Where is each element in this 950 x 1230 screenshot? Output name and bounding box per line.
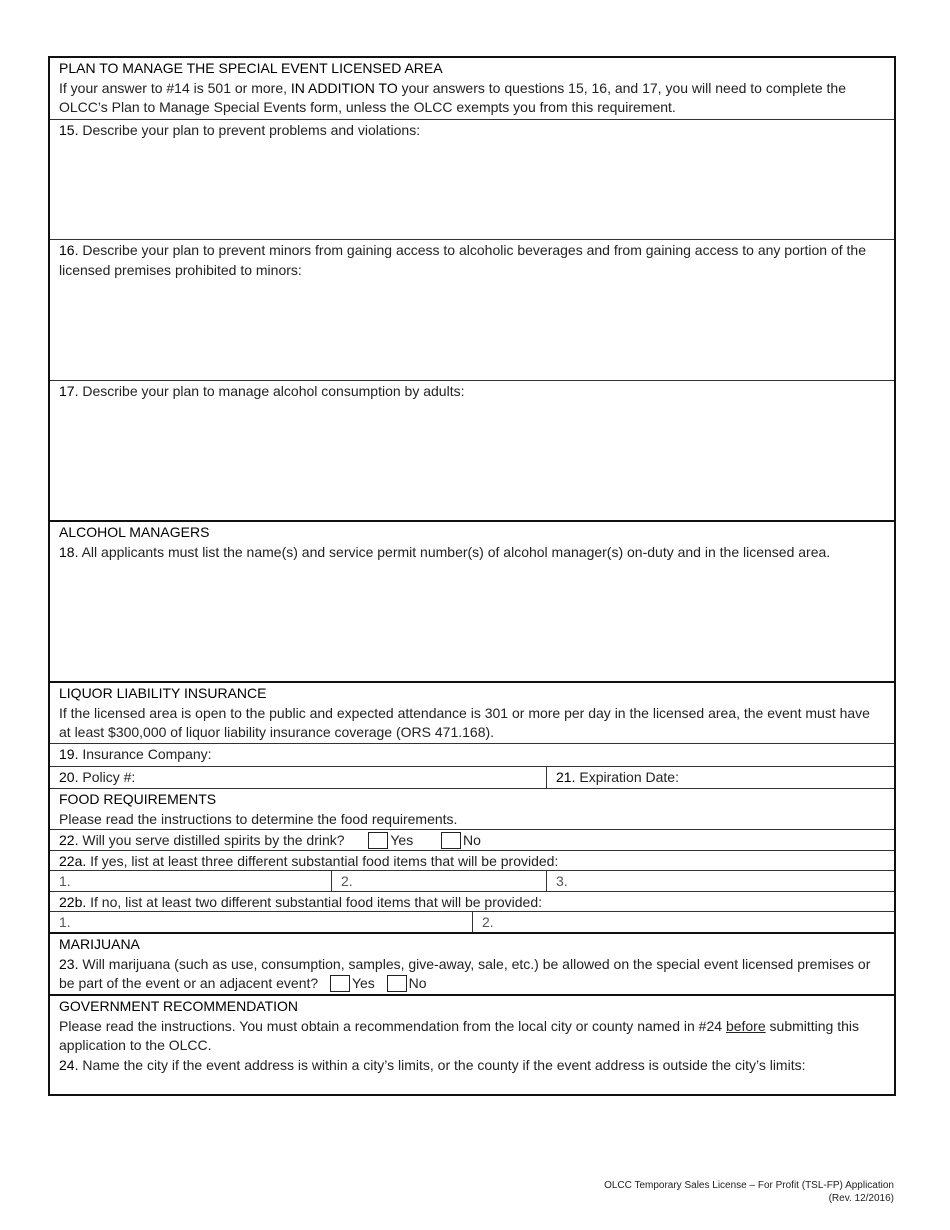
plan-header: PLAN TO MANAGE THE SPECIAL EVENT LICENSED AREA bbox=[59, 60, 443, 76]
q21-field[interactable] bbox=[546, 767, 894, 788]
plan-intro-emphasis: IN ADDITION TO bbox=[290, 79, 398, 96]
footer-revision: (Rev. 12/2016) bbox=[828, 1193, 894, 1204]
q19-number: 19. bbox=[59, 746, 79, 762]
q17-number: 17. bbox=[59, 383, 79, 399]
plan-section bbox=[50, 58, 894, 120]
managers-section[interactable] bbox=[50, 522, 894, 683]
q22b-item-1[interactable]: 1. bbox=[59, 914, 71, 930]
q22a-item-1[interactable]: 1. bbox=[59, 873, 71, 889]
q18-number: 18. bbox=[59, 543, 79, 560]
q22a-items-row bbox=[50, 871, 894, 892]
q22a-row bbox=[50, 851, 894, 871]
q21-label: Expiration Date: bbox=[575, 769, 679, 785]
q22a-label: If yes, list at least three different substantial food items that will be provided: bbox=[86, 853, 559, 869]
managers-header: ALCOHOL MANAGERS bbox=[59, 524, 210, 540]
q23-number: 23. bbox=[59, 955, 79, 972]
insurance-text: If the licensed area is open to the public and expected attendance is 301 or more per day in the licensed area, the event must have at least $300,000 of liquor liability insurance coverage (ORS 471.168). bbox=[59, 704, 870, 740]
q24-number: 24. bbox=[59, 1056, 79, 1073]
government-before: before bbox=[725, 1017, 766, 1034]
q22b-items-row bbox=[50, 912, 894, 934]
q24-label: Name the city if the event address is within a city’s limits, or the county if the event address is outside the city’s limits: bbox=[78, 1056, 806, 1073]
q22-yes-label: Yes bbox=[390, 832, 414, 848]
government-header: GOVERNMENT RECOMMENDATION bbox=[59, 998, 299, 1014]
q19-label: Insurance Company: bbox=[78, 746, 212, 762]
q22b-row bbox=[50, 892, 894, 912]
q16-label: Describe your plan to prevent minors from gaining access to alcoholic beverages and from gaining access to any portion of the licensed premises prohibited to minors: bbox=[59, 242, 867, 278]
insurance-header: LIQUOR LIABILITY INSURANCE bbox=[59, 685, 267, 701]
q23-yes-label: Yes bbox=[351, 975, 375, 991]
q23-no-checkbox[interactable] bbox=[387, 975, 407, 992]
q16-field[interactable] bbox=[50, 240, 894, 381]
government-section[interactable] bbox=[50, 996, 894, 1094]
food-text: Please read the instructions to determine the food requirements. bbox=[59, 810, 458, 827]
q22-no-checkbox[interactable] bbox=[441, 832, 461, 849]
q22b-label: If no, list at least two different substantial food items that will be provided: bbox=[86, 894, 543, 910]
q23-yes-checkbox[interactable] bbox=[330, 975, 350, 992]
q22-number: 22. bbox=[59, 832, 79, 848]
q15-field[interactable] bbox=[50, 120, 894, 240]
q15-number: 15. bbox=[59, 122, 79, 138]
q20-q21-row bbox=[50, 767, 894, 789]
q20-field[interactable] bbox=[50, 767, 546, 788]
q22a-number: 22a. bbox=[59, 853, 87, 869]
q20-number: 20. bbox=[59, 769, 79, 785]
q22a-item-2[interactable]: 2. bbox=[331, 871, 546, 891]
food-header: FOOD REQUIREMENTS bbox=[59, 791, 217, 807]
page-footer bbox=[604, 1179, 894, 1205]
government-text-a: Please read the instructions. You must obtain a recommendation from the local city or county named in #24 bbox=[59, 1017, 726, 1034]
q22-row bbox=[50, 830, 894, 851]
insurance-section bbox=[50, 683, 894, 744]
government-text-c: submitting this application to the OLCC. bbox=[59, 1017, 860, 1053]
food-section bbox=[50, 789, 894, 830]
plan-intro-a: If your answer to #14 is 501 or more, bbox=[59, 79, 291, 96]
q22-no-label: No bbox=[462, 832, 481, 848]
q16-number: 16. bbox=[59, 242, 79, 258]
plan-intro-c: your answers to questions 15, 16, and 17, you will need to complete the OLCC’s Plan to Manage Special Events form, unless the OLCC exempts you from this requirement. bbox=[59, 79, 847, 115]
q22a-item-3[interactable]: 3. bbox=[546, 871, 894, 891]
q22-yes-checkbox[interactable] bbox=[368, 832, 388, 849]
q23-no-label: No bbox=[408, 975, 427, 991]
application-form bbox=[48, 56, 896, 1096]
marijuana-header: MARIJUANA bbox=[59, 936, 140, 952]
q23-label: Will marijuana (such as use, consumption, samples, give-away, sale, etc.) be allowed on the special event licensed premises or be part of the event or an adjacent event? bbox=[59, 955, 871, 991]
q17-field[interactable] bbox=[50, 381, 894, 522]
q21-number: 21. bbox=[556, 769, 576, 785]
q20-label: Policy #: bbox=[78, 769, 136, 785]
marijuana-section bbox=[50, 934, 894, 996]
q19-field[interactable] bbox=[50, 744, 894, 767]
q22b-number: 22b. bbox=[59, 894, 87, 910]
q17-label: Describe your plan to manage alcohol consumption by adults: bbox=[78, 383, 465, 399]
q22b-item-2[interactable]: 2. bbox=[472, 912, 894, 932]
q22-label: Will you serve distilled spirits by the drink? bbox=[78, 832, 345, 848]
q15-label: Describe your plan to prevent problems and violations: bbox=[78, 122, 421, 138]
q18-label: All applicants must list the name(s) and service permit number(s) of alcohol manager(s) on-duty and in the licensed area. bbox=[78, 543, 831, 560]
footer-form-title: OLCC Temporary Sales License – For Profit (TSL-FP) Application bbox=[604, 1180, 894, 1191]
